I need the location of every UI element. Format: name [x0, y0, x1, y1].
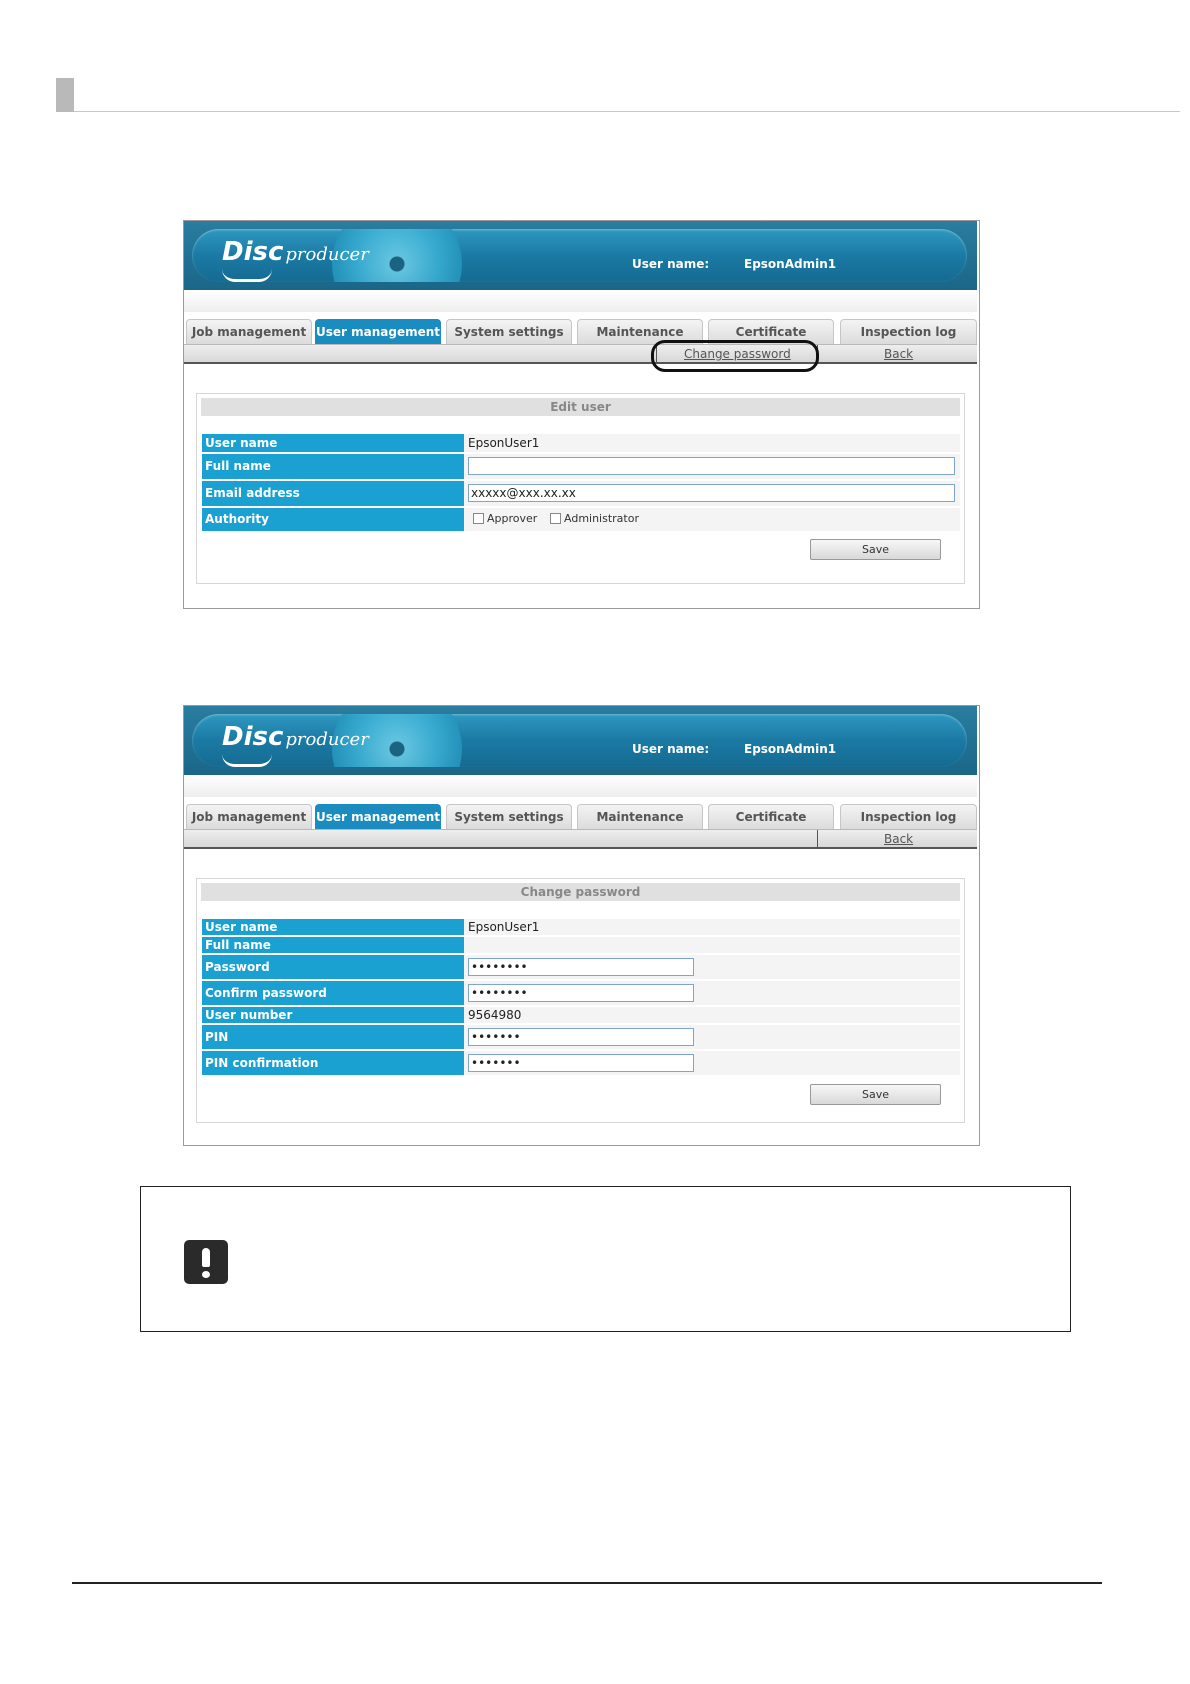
logo-producer: producer	[285, 729, 369, 750]
tab-job-management[interactable]: Job management	[186, 804, 312, 829]
user-name-label: User name:	[632, 257, 710, 271]
approver-label: Approver	[487, 512, 538, 525]
app-banner	[184, 706, 977, 775]
table-row	[202, 937, 960, 953]
change-password-form	[196, 878, 965, 1123]
pin-confirmation-input[interactable]: •••••••	[468, 1054, 694, 1072]
row-label: Full name	[202, 937, 464, 953]
logo-disc: Disc	[222, 722, 284, 752]
banner-strip	[184, 775, 977, 797]
table-row	[202, 1007, 960, 1023]
edit-user-screenshot	[183, 220, 980, 609]
tab-maintenance[interactable]: Maintenance	[577, 804, 703, 829]
table-row	[202, 955, 960, 979]
banner-pill	[192, 714, 967, 767]
save-button[interactable]: Save	[810, 1084, 941, 1105]
main-tabs	[184, 319, 977, 344]
sub-menu-bar	[184, 829, 977, 849]
app-logo	[222, 722, 369, 752]
row-label: Password	[202, 955, 464, 979]
table-row	[202, 919, 960, 935]
table-row	[202, 1051, 960, 1075]
email-field[interactable]: xxxxx@xxx.xx.xx	[468, 484, 955, 502]
tab-job-management[interactable]: Job management	[186, 319, 312, 344]
app-banner	[184, 221, 977, 290]
tab-inspection-log[interactable]: Inspection log	[840, 804, 977, 829]
row-label: Full name	[202, 454, 464, 479]
user-name-value: EpsonAdmin1	[744, 257, 837, 271]
app-logo	[222, 237, 369, 267]
row-label: User name	[202, 919, 464, 935]
tab-user-management[interactable]: User management	[315, 319, 441, 344]
user-name-value: EpsonUser1	[468, 920, 540, 934]
password-input[interactable]: ••••••••	[468, 958, 694, 976]
pin-input[interactable]: •••••••	[468, 1028, 694, 1046]
tab-system-settings[interactable]: System settings	[446, 319, 572, 344]
section-marker	[56, 78, 74, 112]
table-row	[202, 1025, 960, 1049]
tab-certificate[interactable]: Certificate	[708, 804, 834, 829]
tab-certificate[interactable]: Certificate	[708, 319, 834, 344]
row-label: Authority	[202, 508, 464, 531]
row-label: PIN confirmation	[202, 1051, 464, 1075]
sub-menu-bar	[184, 344, 977, 364]
header-rule	[74, 111, 1180, 112]
administrator-label: Administrator	[564, 512, 639, 525]
tab-user-management[interactable]: User management	[315, 804, 441, 829]
table-row	[202, 481, 960, 506]
callout-highlight	[651, 340, 819, 372]
table-row	[202, 454, 960, 479]
tab-inspection-log[interactable]: Inspection log	[840, 319, 977, 344]
form-title: Edit user	[201, 398, 960, 416]
user-name-label: User name:	[632, 742, 710, 756]
tab-maintenance[interactable]: Maintenance	[577, 319, 703, 344]
back-link[interactable]: Back	[884, 832, 914, 846]
banner-strip	[184, 290, 977, 312]
row-label: Email address	[202, 481, 464, 506]
row-label: User name	[202, 434, 464, 452]
logo-producer: producer	[285, 244, 369, 265]
banner-pill	[192, 229, 967, 282]
table-row	[202, 981, 960, 1005]
row-label: PIN	[202, 1025, 464, 1049]
approver-checkbox[interactable]	[473, 513, 484, 524]
exclamation-icon	[184, 1240, 228, 1284]
save-button[interactable]: Save	[810, 539, 941, 560]
logo-disc: Disc	[222, 237, 284, 267]
tab-system-settings[interactable]: System settings	[446, 804, 572, 829]
form-title: Change password	[201, 883, 960, 901]
change-password-screenshot	[183, 705, 980, 1146]
main-tabs	[184, 804, 977, 829]
change-password-link[interactable]: Change password	[684, 347, 791, 361]
user-name-value: EpsonAdmin1	[744, 742, 837, 756]
administrator-checkbox[interactable]	[550, 513, 561, 524]
row-label: Confirm password	[202, 981, 464, 1005]
logo-swoosh-icon	[222, 754, 272, 767]
confirm-password-input[interactable]: ••••••••	[468, 984, 694, 1002]
logo-swoosh-icon	[222, 269, 272, 282]
back-link[interactable]: Back	[884, 347, 914, 361]
row-label: User number	[202, 1007, 464, 1023]
user-name-value: EpsonUser1	[468, 436, 540, 450]
edit-user-form	[196, 393, 965, 584]
footer-rule	[72, 1582, 1102, 1584]
table-row	[202, 508, 960, 531]
important-note-box	[140, 1186, 1071, 1332]
full-name-input[interactable]	[468, 457, 955, 475]
user-number-value: 9564980	[468, 1008, 522, 1022]
sub-menu-divider	[817, 830, 818, 848]
table-row	[202, 434, 960, 452]
